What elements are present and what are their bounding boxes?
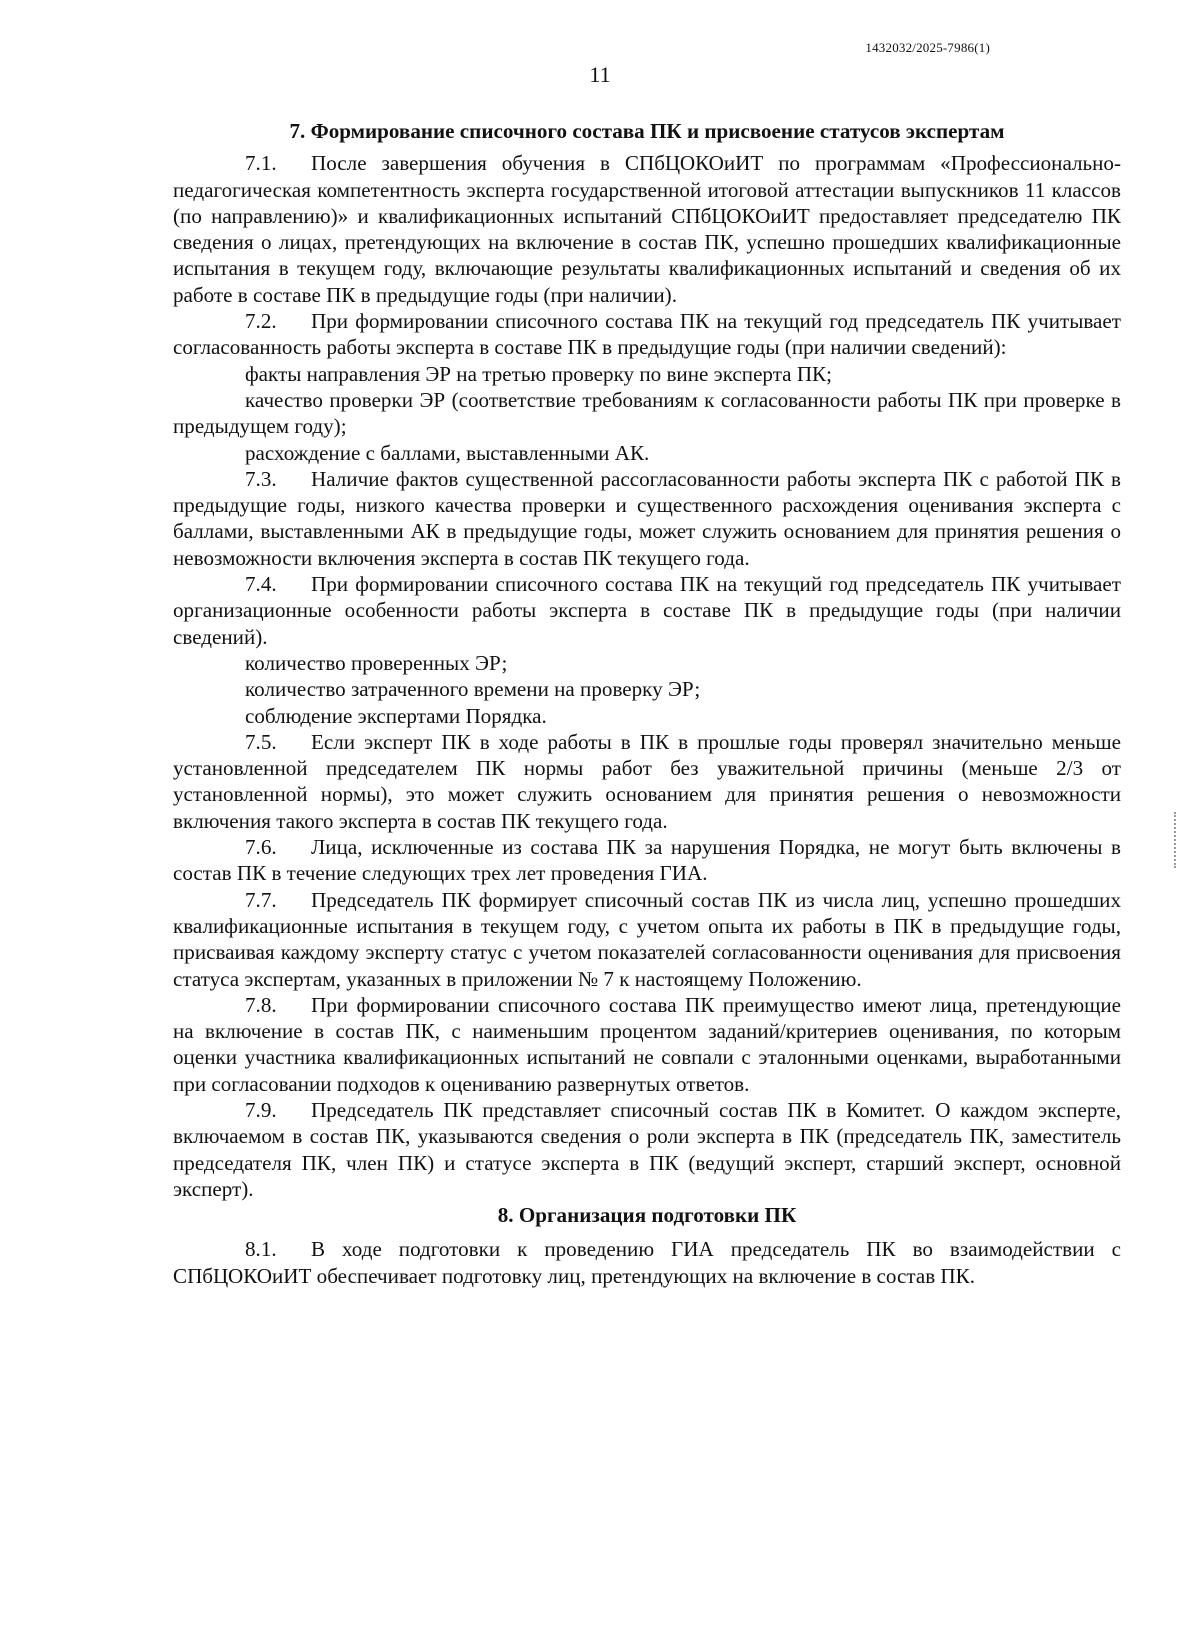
scan-edge-marks <box>1174 812 1178 868</box>
page-number: 11 <box>589 62 611 87</box>
paragraph-text: Председатель ПК представляет списочный состав ПК в Комитет. О каждом эксперте, включаемом в состав ПК, указываются сведения о роли эксперта в ПК (председатель ПК, заместитель председателя ПК, член ПК) и статусе эксперта в ПК (ведущий эксперт, старший эксперт, основной эксперт). <box>173 1097 1121 1201</box>
paragraph-text: В ходе подготовки к проведению ГИА председатель ПК во взаимодействии с СПбЦОКОиИТ обеспечивает подготовку лиц, претендующих на включение в состав ПК. <box>173 1237 1121 1288</box>
paragraph-text: Если эксперт ПК в ходе работы в ПК в прошлые годы проверял значительно меньше установленной председателем ПК нормы работ без уважительной причины (меньше 2/3 от установленной нормы), это может служить основанием для принятия решения о невозможности включения такого эксперта в состав ПК текущего года. <box>173 729 1121 833</box>
paragraph-number: 7.3. <box>245 466 277 491</box>
paragraph-7-1 <box>173 150 1121 308</box>
paragraph-number: 7.4. <box>245 572 277 597</box>
paragraph-number: 7.9. <box>245 1097 277 1122</box>
paragraph-text: После завершения обучения в СПбЦОКОиИТ по программам «Профессионально-педагогическая компетентность эксперта государственной итоговой аттестации выпускников 11 классов (по направлению)» и квалификационных испытаний СПбЦОКОиИТ предоставляет председателю ПК сведения о лицах, претендующих на включение в состав ПК, успешно прошедших квалификационные испытания в текущем году, включающие результаты квалификационных испытаний и сведения об их работе в составе ПК в предыдущие годы (при наличии). <box>173 151 1121 307</box>
paragraph-text: Лица, исключенные из состава ПК за нарушения Порядка, не могут быть включены в состав ПК в течение следующих трех лет проведения ГИА. <box>173 835 1121 886</box>
paragraph-text: При формировании списочного состава ПК на текущий год председатель ПК учитывает согласованность работы эксперта в составе ПК в предыдущие годы (при наличии сведений): <box>173 309 1121 360</box>
paragraph-number: 7.8. <box>245 992 277 1017</box>
paragraph-7-3 <box>173 466 1121 571</box>
document-body <box>173 118 1121 1289</box>
section-8-heading: 8. Организация подготовки ПК <box>497 1203 797 1228</box>
list-item: соблюдение экспертами Порядка. <box>245 703 547 728</box>
paragraph-7-6 <box>173 834 1121 887</box>
paragraph-7-9 <box>173 1097 1121 1202</box>
section-7-heading: 7. Формирование списочного состава ПК и присвоение статусов экспертам <box>289 119 1005 143</box>
list-item: качество проверки ЭР (соответствие требованиям к согласованности работы ПК при проверке в предыдущем году); <box>173 387 1121 439</box>
paragraph-number: 7.6. <box>245 835 277 860</box>
paragraph-text: При формировании списочного состава ПК преимущество имеют лица, претендующие на включение в состав ПК, с наименьшим процентом заданий/критериев оценивания, по которым оценки участника квалификационных испытаний не совпали с эталонными оценками, выработанными при согласовании подходов к оцениванию развернутых ответов. <box>173 992 1121 1096</box>
paragraph-text: При формировании списочного состава ПК на текущий год председатель ПК учитывает организационные особенности работы эксперта в составе ПК в предыдущие годы (при наличии сведений). <box>173 572 1121 649</box>
paragraph-7-2 <box>173 308 1121 361</box>
paragraph-number: 7.7. <box>245 887 277 912</box>
paragraph-number: 7.1. <box>245 151 277 176</box>
paragraph-7-8 <box>173 992 1121 1097</box>
paragraph-7-4 <box>173 571 1121 650</box>
paragraph-7-5 <box>173 729 1121 834</box>
list-item: расхождение с баллами, выставленными АК. <box>245 440 650 465</box>
paragraph-7-7 <box>173 887 1121 992</box>
list-item: количество затраченного времени на проверку ЭР; <box>245 677 701 702</box>
list-item: факты направления ЭР на третью проверку по вине эксперта ПК; <box>245 361 832 386</box>
paragraph-text: Наличие фактов существенной рассогласованности работы эксперта ПК с работой ПК в предыдущие годы, низкого качества проверки и существенного расхождения оценивания эксперта с баллами, выставленными АК в предыдущие годы, может служить основанием для принятия решения о невозможности включения эксперта в состав ПК текущего года. <box>173 466 1121 570</box>
list-item: количество проверенных ЭР; <box>245 650 508 675</box>
paragraph-text: Председатель ПК формирует списочный состав ПК из числа лиц, успешно прошедших квалификационные испытания в текущем году, с учетом опыта их работы в ПК в предыдущие годы, присваивая каждому эксперту статус с учетом показателей согласованности оценивания для присвоения статуса экспертам, указанных в приложении № 7 к настоящему Положению. <box>173 887 1121 991</box>
paragraph-number: 7.2. <box>245 309 277 334</box>
paragraph-8-1 <box>173 1236 1121 1289</box>
paragraph-number: 7.5. <box>245 729 277 754</box>
paragraph-number: 8.1. <box>245 1237 277 1262</box>
document-id: 1432032/2025-7986(1) <box>865 40 990 55</box>
